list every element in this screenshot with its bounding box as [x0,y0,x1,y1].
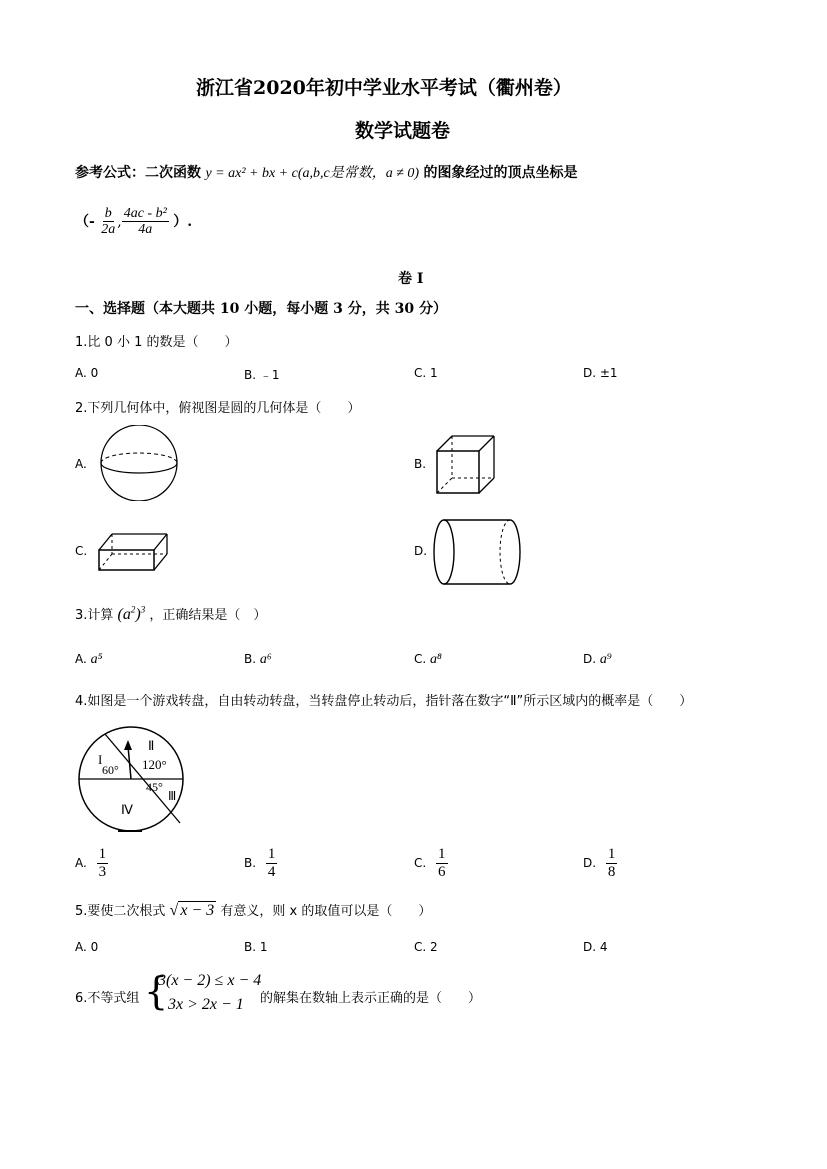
q6-stem-suffix: 的解集在数轴上表示正确的是（ ） [260,991,482,1006]
q3-option-b: B. a⁶ [244,652,272,667]
exam-page: 浙江省2020年初中学业水平考试（衢州卷） 数学试题卷 参考公式：二次函数 y = ax² + bx + c(a,b,c是常数，a ≠ 0) 的图象经过的顶点坐标是 （- $\frac{b}{2a}$ , $\frac{\text{4ac - b²}}{4a}$ ）. 卷 I 一、选择题（本大题共 10 小题，每小题 3 分，共 30 分） 1.比 0 小 1 的数是（ ） A. 0 B. ﹣1 C. 1 D. ±1 2.下列几何体中，俯视图是圆的几何体是（ ） A. B. C. D. 3.计算 $(a^2)^3$ ，正确结果是（ ） A. a⁵ B. a⁶ C. a⁸ D. a⁹ 4.如图是一个游戏转盘，自由转动转盘，当转盘停止转动后，指针落在数字“Ⅱ”所示区域内的概率是（ ） I Ⅱ 60° 120° 45° Ⅲ Ⅳ A. $\frac{1}{3}$ B. $\frac{1}{4}$ C. $\frac{1}{6}$ D. $\frac{1}{8}$ 5.要使二次根式 √ x − 3 有意义，则 x 的取值可以是（ ） A. 0 B. 1 C. 2 D. 4 6.不等式组 { 3(x − 2) ≤ x − 4 3x > 2x − 1 的解集在数轴上表示正确的是（ ） [0,0,827,1169]
q2-option-d: D. [414,544,428,558]
vertex-fraction-x-den: 2a [101,222,116,238]
q2-option-a: A. [75,457,87,471]
q5-option-b: B. 1 [244,940,268,954]
q5-stem: 5.要使二次根式 √ x − 3 有意义，则 x 的取值可以是（ ） [75,902,432,919]
vertex-open: （- [75,213,95,230]
angle-label-45: 45° [146,780,163,794]
region-label-iv: Ⅳ [121,802,133,817]
q3-expression: $(a^2)^3$ [117,604,146,623]
q3-option-d: D. a⁹ [583,652,612,667]
vertex-fraction-x [99,206,117,238]
q2-stem: 2.下列几何体中，俯视图是圆的几何体是（ ） [75,401,361,416]
q4-option-d: D. $\frac{1}{8}$ [583,846,616,880]
page-subtitle: 数学试题卷 [355,120,451,142]
q4-option-c: C. $\frac{1}{6}$ [414,846,446,880]
cylinder-figure [432,517,522,587]
vertex-comma: , [117,213,122,230]
vertex-fraction-y-num: 4ac - b² [123,206,167,221]
angle-label-120: 120° [142,757,167,772]
vertex-fraction-y-den: 4a [138,222,153,238]
q3-stem [75,604,266,624]
section-label: 卷 I [398,271,424,287]
q3-stem-suffix: ，正确结果是（ ） [149,608,267,623]
reference-formula [75,162,578,182]
q5-radical: √ x − 3 [169,902,215,919]
formula-prefix: 参考公式：二次函数 [75,165,201,181]
vertex-close: ）. [173,213,193,230]
region-label-ii: Ⅱ [148,738,155,753]
q4-option-b: B. $\frac{1}{4}$ [244,846,276,880]
q5-option-c: C. 2 [414,940,438,954]
sphere-figure [97,425,181,501]
cuboid-figure [96,530,170,574]
q5-option-a: A. 0 [75,940,99,954]
q6-inequality-2: 3x > 2x − 1 [168,996,244,1013]
q1-option-a: A. 0 [75,366,99,380]
part1-heading: 一、选择题（本大题共 10 小题，每小题 3 分，共 30 分） [75,301,447,317]
vertex-fraction-x-num: b [104,206,112,221]
spinner-figure [76,720,188,838]
q1-option-c: C. 1 [414,366,438,380]
q3-option-a: A. a⁵ [75,652,103,667]
q5-option-d: D. 4 [583,940,608,954]
page-title: 浙江省2020年初中学业水平考试（衢州卷） [196,77,572,99]
q1-stem: 1.比 0 小 1 的数是（ ） [75,335,238,350]
q1-option-d: D. ±1 [583,366,618,380]
q6-inequality-1: 3(x − 2) ≤ x − 4 [158,972,262,989]
cube-figure [434,433,498,497]
q4-option-a: A. $\frac{1}{3}$ [75,846,107,880]
q4-stem: 4.如图是一个游戏转盘，自由转动转盘，当转盘停止转动后，指针落在数字“Ⅱ”所示区域内的概率是（ ） [75,694,693,709]
q2-option-c: C. [75,544,88,558]
region-label-iii: Ⅲ [168,789,177,803]
angle-label-60: 60° [102,763,119,777]
q3-stem-prefix: 3.计算 [75,608,114,623]
vertex-fraction-y [122,206,169,238]
q6-stem-prefix: 6.不等式组 [75,991,140,1006]
q3-option-c: C. a⁸ [414,652,442,667]
q1-option-b: B. ﹣1 [244,368,280,382]
q2-option-b: B. [414,457,427,471]
formula-suffix: 的图象经过的顶点坐标是 [423,165,578,181]
vertex-formula [75,206,192,238]
region-label-i: I [98,752,103,767]
formula-expression: y = ax² + bx + c(a,b,c是常数，a ≠ 0) [205,166,420,181]
